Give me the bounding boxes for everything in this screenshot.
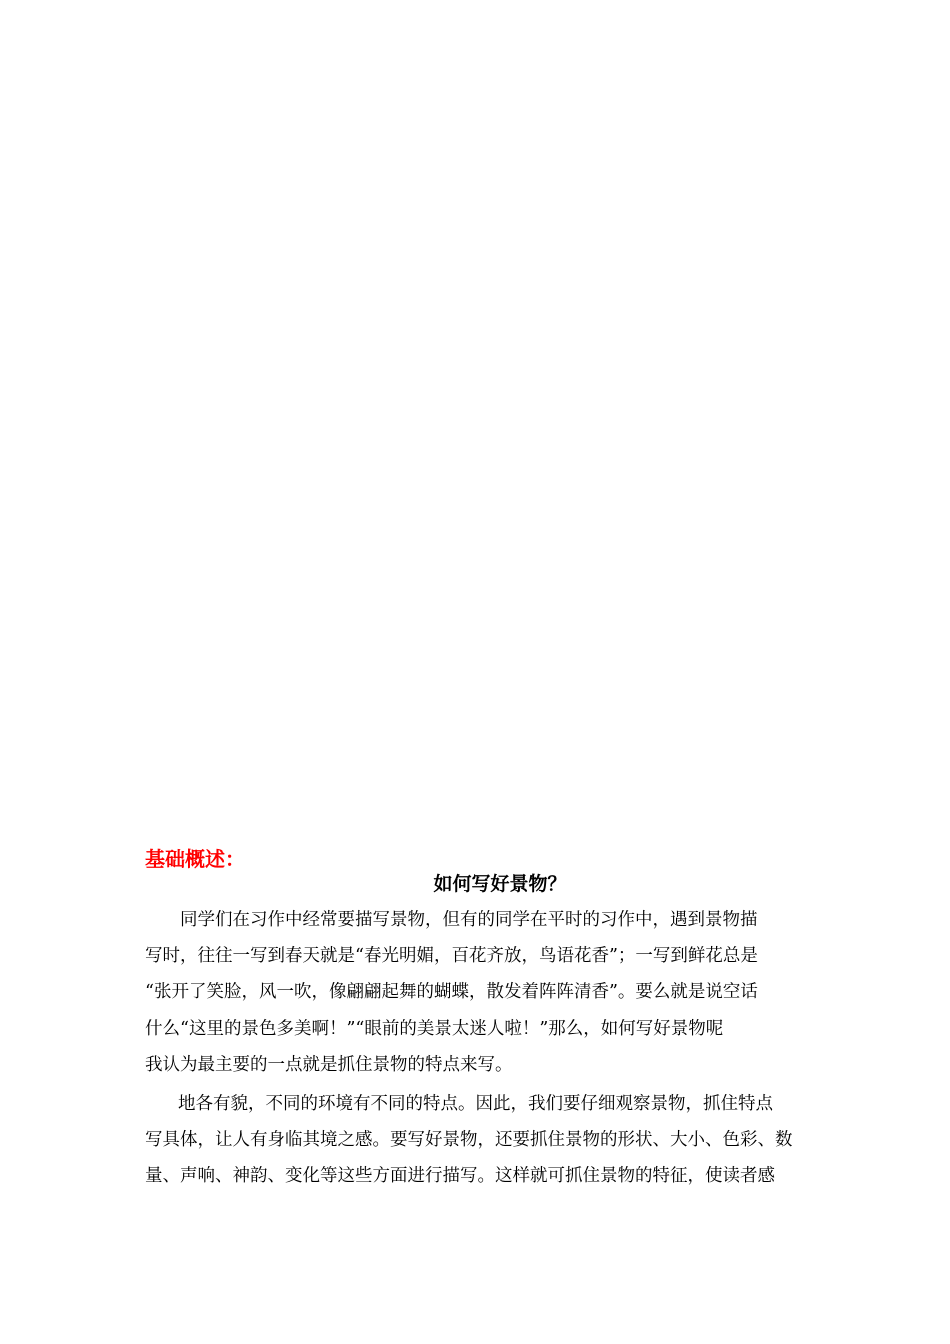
paragraph-line: 地各有貌，不同的环境有不同的特点。因此，我们要仔细观察景物，抓住特点 <box>178 1094 773 1114</box>
document-title: 如何写好景物？ <box>433 873 567 895</box>
paragraph-line: 写具体，让人有身临其境之感。要写好景物，还要抓住景物的形状、大小、色彩、数 <box>145 1130 793 1150</box>
paragraph-line: 量、声响、神韵、变化等这些方面进行描写。这样就可抓住景物的特征，使读者感 <box>145 1166 775 1186</box>
paragraph-line: “张开了笑脸，风一吹，像翩翩起舞的蝴蝶，散发着阵阵清香”。要么就是说空话 <box>145 982 758 1002</box>
section-label: 基础概述： <box>145 847 245 871</box>
paragraph-line: 同学们在习作中经常要描写景物，但有的同学在平时的习作中，遇到景物描 <box>180 910 758 930</box>
paragraph-line: 什么“这里的景色多美啊！”“眼前的美景太迷人啦！”那么，如何写好景物呢 <box>145 1019 724 1039</box>
paragraph-line: 写时，往往一写到春天就是“春光明媚，百花齐放，鸟语花香”；一写到鲜花总是 <box>145 946 758 966</box>
paragraph-line: 我认为最主要的一点就是抓住景物的特点来写。 <box>145 1055 513 1075</box>
